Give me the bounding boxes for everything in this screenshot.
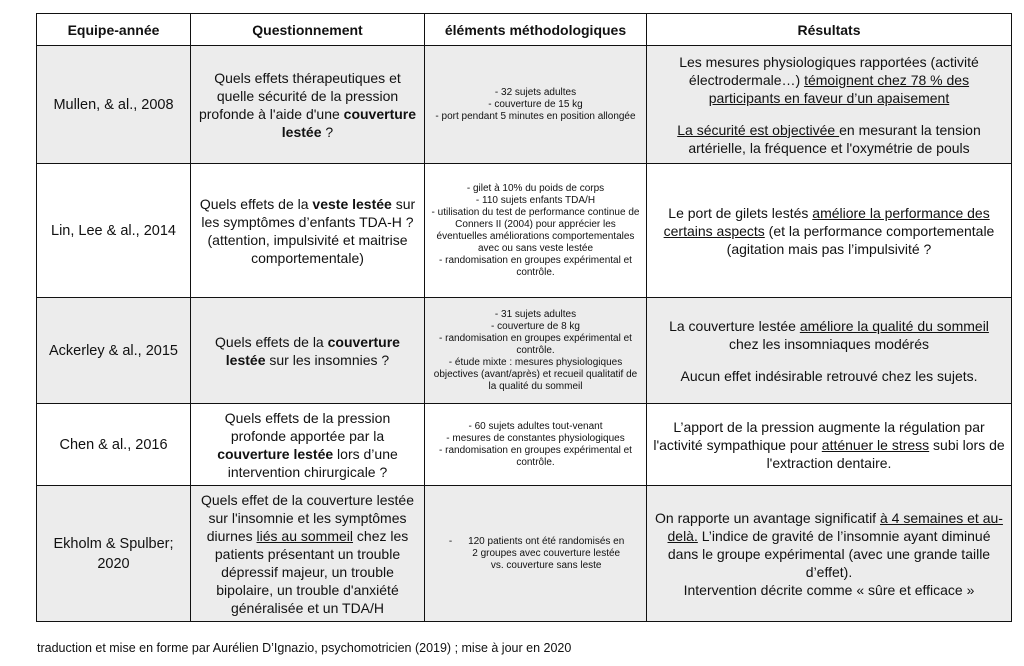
question-underlined: liés au sommeil [256,527,354,544]
method-line: - randomisation en groupes expérimental et contrôle. [439,444,632,468]
result-text: Les mesures physiologiques rapportées (activité électrodermale…) [679,53,979,88]
studies-table [36,13,1012,622]
method-line: - port pendant 5 minutes en position allongée [435,110,636,122]
result-text: Intervention décrite comme « sûre et efficace » [683,581,975,598]
method-line: - mesures de constantes physiologiques [446,432,625,444]
result-cell [647,298,1012,404]
question-text: sur les insomnies ? [265,351,390,368]
result-cell [647,46,1012,164]
method-line: - 110 sujets enfants TDA/H [475,194,596,206]
result-underlined: améliore la performance des certains aspects [663,204,990,239]
method-cell [425,298,647,404]
header-row [37,14,1012,46]
summary-table-wrapper [36,13,1011,622]
result-cell [647,164,1012,298]
header-results: Résultats [647,14,1012,46]
header-team: Equipe-année [37,14,191,46]
footer-credit: traduction et mise en forme par Aurélien D’Ignazio, psychomotricien (2019) ; mise à jour en 2020 [37,641,572,655]
question-text: ? [321,123,334,140]
method-line: 120 patients ont été randomisés en 2 groupes avec couverture lestée vs. couverture sans leste [468,535,625,571]
result-text: (et la performance comportementale (agitation mais pas l’impulsivité ? [726,222,995,257]
header-question: Questionnement [191,14,425,46]
result-underlined: La sécurité est objectivée [677,121,840,138]
result-text: Aucun effet indésirable retrouvé chez les sujets. [680,367,978,384]
question-cell [191,298,425,404]
question-emphasis: couverture lestée [225,333,400,368]
team-cell: Ekholm & Spulber; 2020 [37,486,191,622]
team-cell: Chen & al., 2016 [37,404,191,486]
method-cell [425,486,647,622]
team-cell: Mullen, & al., 2008 [37,46,191,164]
result-text: Le port de gilets lestés [668,204,813,221]
table-row [37,298,1012,404]
method-cell [425,164,647,298]
question-emphasis: couverture lestée [281,105,417,140]
table-row [37,486,1012,622]
method-line: - couverture de 15 kg [488,98,583,110]
question-text: Quels effets de la pression profonde apportée par la [224,409,391,444]
result-text: On rapporte un avantage significatif [655,509,880,526]
method-dash: - [448,535,453,547]
method-line: - couverture de 8 kg [491,320,580,332]
result-text: L’indice de gravité de l’insomnie ayant diminué dans le groupe expérimental (avec une grande taille d’effet). [667,527,991,580]
result-underlined: améliore la qualité du sommeil [799,317,989,334]
question-emphasis: couverture lestée [217,445,334,462]
method-cell [425,46,647,164]
question-cell [191,486,425,622]
question-text: Quels effets thérapeutiques et quelle sécurité de la pression profonde à l'aide d'une [198,69,401,122]
question-text: sur les symptômes d’enfants TDA-H ? (attention, impulsivité et maitrise comportementale) [201,195,416,266]
team-cell: Ackerley & al., 2015 [37,298,191,404]
result-text: L’apport de la pression augmente la régulation par l'activité sympathique pour [653,418,985,453]
method-line: - 31 sujets adultes [494,308,577,320]
result-text: en mesurant la tension artérielle, la fréquence et l'oxymétrie de pouls [688,121,981,156]
question-text: chez les patients présentant un trouble dépressif majeur, un trouble bipolaire, un trouble d'anxiété généralisée et un TDA/H [214,527,409,616]
method-line: - randomisation en groupes expérimental et contrôle. [439,254,632,278]
table-row [37,404,1012,486]
result-text: chez les insomniaques modérés [729,335,929,352]
question-cell [191,404,425,486]
question-text: Quels effets de la [199,195,313,212]
result-underlined: à 4 semaines et au-delà. [667,509,1003,544]
header-method: éléments méthodologiques [425,14,647,46]
method-line: - étude mixte : mesures physiologiques objectives (avant/après) et recueil qualitatif de la qualité du sommeil [433,356,638,392]
question-cell [191,46,425,164]
method-line: - 32 sujets adultes [494,86,577,98]
question-text: lors d’une intervention chirurgicale ? [227,445,398,480]
method-cell [425,404,647,486]
result-cell [647,486,1012,622]
method-line: - randomisation en groupes expérimental et contrôle. [439,332,632,356]
result-underlined: témoignent chez 78 % des participants en faveur d’un apaisement [708,71,970,106]
team-cell: Lin, Lee & al., 2014 [37,164,191,298]
result-text: subi lors de l'extraction dentaire. [766,436,1005,471]
question-cell [191,164,425,298]
table-row [37,46,1012,164]
result-text: La couverture lestée [669,317,800,334]
question-text: Quels effets de la [215,333,328,350]
result-underlined: atténuer le stress [821,436,930,453]
method-line: - gilet à 10% du poids de corps [466,182,605,194]
question-emphasis: veste lestée [312,195,392,212]
method-line: - utilisation du test de performance continue de Conners II (2004) pour apprécier les éventuelles améliorations comportementales avec ou sans veste lestée [431,206,640,254]
result-cell [647,404,1012,486]
method-line: - 60 sujets adultes tout-venant [468,420,603,432]
table-row [37,164,1012,298]
question-text: Quels effet de la couverture lestée sur l'insomnie et les symptômes diurnes [201,491,414,544]
